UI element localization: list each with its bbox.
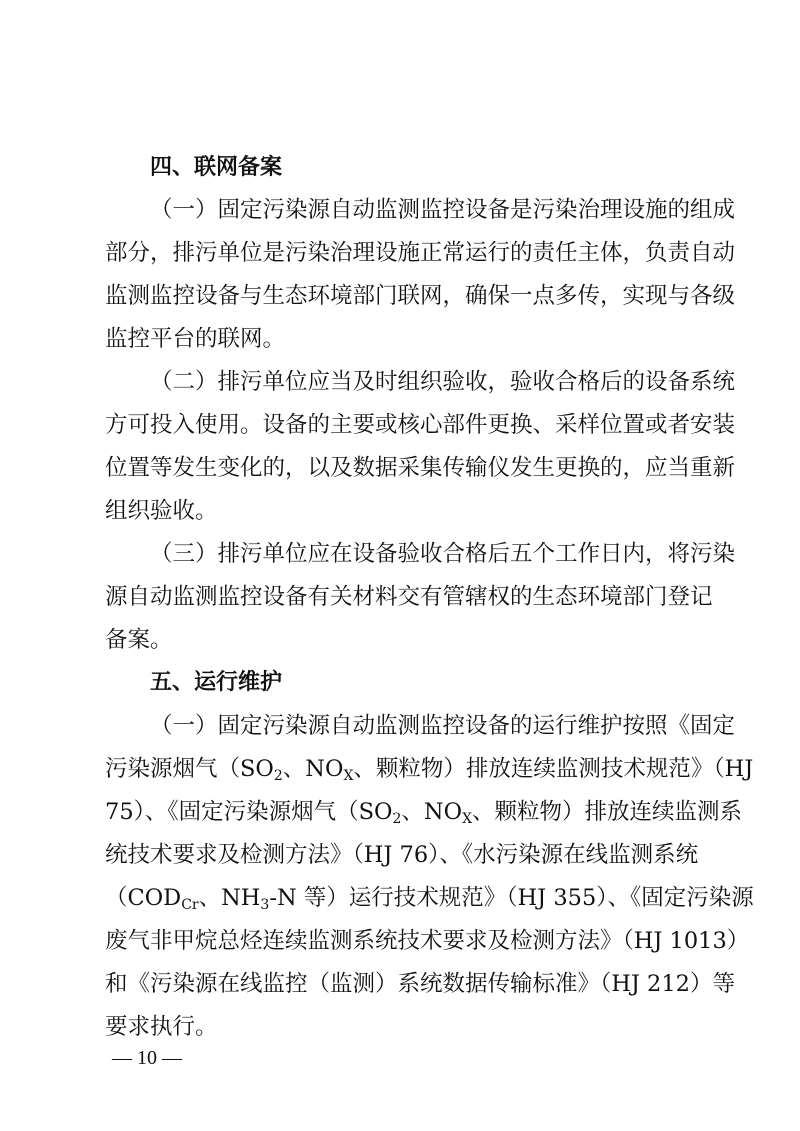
s5-item1-line6: 废气非甲烷总烃连续监测系统技术要求及检测方法》（HJ 1013） (105, 928, 750, 954)
s5-item1-line5: （$COD_{Cr}$、$NH_3-N$ 等）运行技术规范》（HJ 355）、《固定污染源 (105, 885, 754, 913)
s4-item2-line3: 位置等发生变化的，以及数据采集传输仪发生更换的，应当重新 (105, 455, 736, 481)
s5-item1-line1: （一）固定污染源自动监测监控设备的运行维护按照《固定 (150, 713, 736, 739)
s4-item3-line2: 源自动监测监控设备有关材料交有管辖权的生态环境部门登记 (105, 584, 713, 610)
s4-item2-line1: （二）排污单位应当及时组织验收，验收合格后的设备系统 (150, 369, 736, 395)
s5-item1-line7: 和《污染源在线监控（监测）系统数据传输标准》（HJ 212）等 (105, 971, 735, 997)
section-5-heading: 五、运行维护 (150, 670, 283, 695)
s4-item1-line2: 部分，排污单位是污染治理设施正常运行的责任主体，负责自动 (105, 240, 736, 266)
s4-item3-line3: 备案。 (105, 627, 173, 653)
page-number: — 10 — (112, 1047, 182, 1069)
s4-item1-line1: （一）固定污染源自动监测监控设备是污染治理设施的组成 (150, 197, 736, 223)
s4-item1-line3: 监测监控设备与生态环境部门联网，确保一点多传，实现与各级 (105, 283, 736, 309)
s4-item3-line1: （三）排污单位应在设备验收合格后五个工作日内，将污染 (150, 541, 736, 567)
s5-item1-line8: 要求执行。 (105, 1014, 218, 1040)
s5-item1-line3: 75）、《固定污染源烟气（$SO_2$、$NO_X$、颗粒物）排放连续监测系 (105, 799, 743, 827)
s5-item1-line4: 统技术要求及检测方法》（HJ 76）、《水污染源在线监测系统 (105, 842, 699, 868)
s4-item2-line2: 方可投入使用。设备的主要或核心部件更换、采样位置或者安装 (105, 412, 736, 438)
section-4-heading: 四、联网备案 (150, 155, 283, 180)
s5-item1-line2: 污染源烟气（$SO_2$、$NO_X$、颗粒物）排放连续监测技术规范》（HJ (105, 756, 754, 784)
s4-item1-line4: 监控平台的联网。 (105, 326, 286, 352)
s4-item2-line4: 组织验收。 (105, 498, 218, 524)
